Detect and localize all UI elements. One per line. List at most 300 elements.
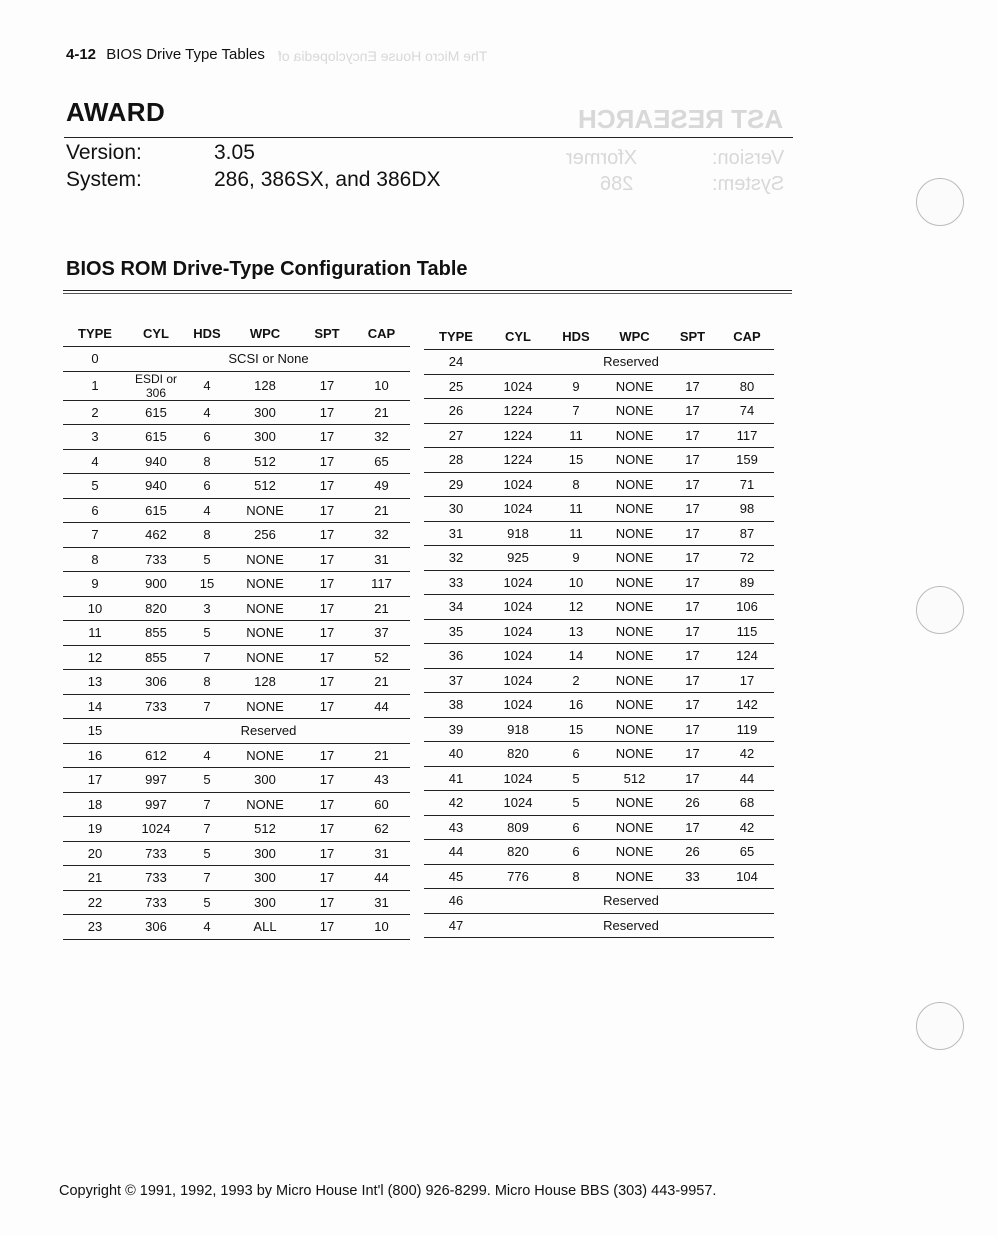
cell-cyl: 997	[127, 792, 185, 817]
merged-cell: Reserved	[488, 350, 774, 375]
cell-spt: 17	[301, 890, 353, 915]
cell-cyl: 1024	[488, 693, 548, 718]
cell-wpc: NONE	[604, 546, 665, 571]
cell-cap: 106	[720, 595, 774, 620]
cell-cap: 142	[720, 693, 774, 718]
table-row	[424, 423, 774, 448]
cell-wpc: NONE	[604, 423, 665, 448]
cell-wpc: NONE	[229, 694, 301, 719]
cell-cap: 124	[720, 644, 774, 669]
cell-cap: 65	[353, 449, 410, 474]
table-row	[424, 791, 774, 816]
cell-type: 11	[63, 621, 127, 646]
cell-cyl: 462	[127, 523, 185, 548]
cell-spt: 17	[301, 400, 353, 425]
cell-type: 47	[424, 913, 488, 938]
cell-type: 29	[424, 472, 488, 497]
cell-spt: 17	[665, 742, 720, 767]
cell-wpc: NONE	[604, 840, 665, 865]
table-row	[424, 644, 774, 669]
cell-spt: 33	[665, 864, 720, 889]
table-row	[424, 521, 774, 546]
cell-cap: 43	[353, 768, 410, 793]
cell-hds: 5	[548, 766, 604, 791]
cell-wpc: NONE	[604, 521, 665, 546]
cell-cap: 37	[353, 621, 410, 646]
cell-cyl: 1024	[488, 644, 548, 669]
cell-hds: 4	[185, 915, 229, 940]
cell-spt: 17	[301, 498, 353, 523]
cell-cyl: 1024	[488, 374, 548, 399]
cell-type: 32	[424, 546, 488, 571]
cell-spt: 17	[301, 425, 353, 450]
copyright-footer: Copyright © 1991, 1992, 1993 by Micro House Int'l (800) 926-8299. Micro House BBS (303) 443-9957.	[59, 1183, 717, 1199]
cell-type: 9	[63, 572, 127, 597]
page-title: AWARD	[66, 97, 166, 127]
merged-cell: SCSI or None	[127, 347, 410, 372]
cell-wpc: NONE	[604, 864, 665, 889]
cell-cap: 44	[353, 694, 410, 719]
meta-system-key: System:	[66, 168, 142, 191]
cell-cyl: 1024	[488, 766, 548, 791]
cell-type: 33	[424, 570, 488, 595]
column-header-wpc: WPC	[249, 325, 281, 341]
cell-type: 17	[63, 768, 127, 793]
cell-hds: 4	[185, 371, 229, 400]
cell-cap: 21	[353, 670, 410, 695]
table-row	[424, 472, 774, 497]
table-row	[63, 670, 410, 695]
section-rule	[63, 290, 792, 291]
merged-cell: Reserved	[127, 719, 410, 744]
bleed-through-head: The Micro House Encyclopedia of	[278, 48, 488, 64]
cell-cap: 119	[720, 717, 774, 742]
cell-hds: 16	[548, 693, 604, 718]
cell-cyl: 925	[488, 546, 548, 571]
cell-hds: 4	[185, 498, 229, 523]
cell-type: 4	[63, 449, 127, 474]
bleed-through-title: AST RESEARCH	[578, 104, 784, 134]
table-row	[63, 347, 410, 372]
cell-spt: 26	[665, 791, 720, 816]
cell-spt: 17	[665, 619, 720, 644]
table-row	[424, 840, 774, 865]
cell-spt: 17	[301, 596, 353, 621]
cell-type: 7	[63, 523, 127, 548]
cell-wpc: NONE	[604, 644, 665, 669]
cell-type: 20	[63, 841, 127, 866]
meta-system-value: 286, 386SX, and 386DX	[214, 168, 441, 191]
bleed-through-version-value: Xformer	[566, 147, 638, 169]
cell-cyl: 820	[488, 742, 548, 767]
cell-spt: 17	[301, 866, 353, 891]
cell-wpc: 512	[229, 449, 301, 474]
cell-hds: 6	[185, 425, 229, 450]
table-row	[63, 743, 410, 768]
cell-spt: 17	[301, 474, 353, 499]
cell-cyl: 733	[127, 866, 185, 891]
cell-type: 19	[63, 817, 127, 842]
cell-wpc: NONE	[604, 472, 665, 497]
cell-wpc: NONE	[604, 570, 665, 595]
cell-spt: 17	[301, 547, 353, 572]
cell-cap: 68	[720, 791, 774, 816]
cell-spt: 17	[665, 815, 720, 840]
cell-wpc: NONE	[604, 374, 665, 399]
cell-cap: 32	[353, 425, 410, 450]
cell-cyl: 855	[127, 621, 185, 646]
cell-cap: 21	[353, 400, 410, 425]
cell-hds: 7	[185, 866, 229, 891]
cell-spt: 17	[301, 449, 353, 474]
cell-cyl: 918	[488, 717, 548, 742]
cell-hds: 11	[548, 497, 604, 522]
cell-cyl: 1024	[488, 472, 548, 497]
cell-type: 1	[63, 371, 127, 400]
cell-wpc: 512	[229, 817, 301, 842]
table-row	[63, 547, 410, 572]
table-row	[424, 619, 774, 644]
column-header-cyl: CYL	[143, 325, 169, 341]
table-header-row	[63, 320, 410, 347]
cell-hds: 7	[185, 817, 229, 842]
cell-hds: 8	[548, 864, 604, 889]
cell-cap: 10	[353, 915, 410, 940]
cell-cap: 87	[720, 521, 774, 546]
cell-wpc: 128	[229, 371, 301, 400]
merged-cell: Reserved	[488, 913, 774, 938]
cell-cap: 49	[353, 474, 410, 499]
cell-spt: 17	[665, 668, 720, 693]
cell-cyl: 820	[127, 596, 185, 621]
cell-wpc: NONE	[604, 742, 665, 767]
cell-cap: 21	[353, 498, 410, 523]
cell-type: 28	[424, 448, 488, 473]
table-row	[63, 400, 410, 425]
cell-hds: 5	[185, 890, 229, 915]
table-row	[63, 523, 410, 548]
cell-cyl: 1024	[488, 497, 548, 522]
cell-hds: 8	[185, 670, 229, 695]
cell-hds: 7	[185, 792, 229, 817]
cell-spt: 17	[301, 792, 353, 817]
cell-type: 36	[424, 644, 488, 669]
cell-type: 35	[424, 619, 488, 644]
cell-hds: 11	[548, 423, 604, 448]
cell-type: 42	[424, 791, 488, 816]
cell-cap: 31	[353, 547, 410, 572]
cell-type: 46	[424, 889, 488, 914]
table-row	[63, 768, 410, 793]
cell-hds: 2	[548, 668, 604, 693]
cell-hds: 8	[185, 449, 229, 474]
cell-cap: 74	[720, 399, 774, 424]
cell-type: 14	[63, 694, 127, 719]
cell-type: 16	[63, 743, 127, 768]
cell-wpc: NONE	[229, 645, 301, 670]
table-row	[424, 864, 774, 889]
cell-cyl: 820	[488, 840, 548, 865]
cell-type: 25	[424, 374, 488, 399]
cell-spt: 17	[665, 766, 720, 791]
cell-cap: 60	[353, 792, 410, 817]
cell-hds: 14	[548, 644, 604, 669]
cell-type: 22	[63, 890, 127, 915]
cell-type: 41	[424, 766, 488, 791]
cell-cyl: 1224	[488, 448, 548, 473]
cell-wpc: NONE	[229, 547, 301, 572]
table-row	[63, 621, 410, 646]
table-row	[424, 889, 774, 914]
cell-spt: 17	[665, 693, 720, 718]
cell-wpc: 300	[229, 890, 301, 915]
cell-cap: 17	[720, 668, 774, 693]
table-row	[424, 350, 774, 375]
cell-spt: 17	[665, 374, 720, 399]
cell-hds: 5	[185, 547, 229, 572]
table-row	[424, 374, 774, 399]
cell-cap: 21	[353, 743, 410, 768]
table-row	[63, 841, 410, 866]
cell-type: 39	[424, 717, 488, 742]
cell-cap: 71	[720, 472, 774, 497]
column-header-type: TYPE	[78, 325, 112, 341]
cell-spt: 17	[301, 670, 353, 695]
cell-cyl: 306	[127, 915, 185, 940]
cell-cap: 10	[353, 371, 410, 400]
cell-hds: 12	[548, 595, 604, 620]
running-head	[66, 46, 265, 63]
table-row	[424, 742, 774, 767]
cell-wpc: 512	[604, 766, 665, 791]
cell-type: 18	[63, 792, 127, 817]
cell-type: 6	[63, 498, 127, 523]
cell-type: 27	[424, 423, 488, 448]
cell-spt: 17	[665, 521, 720, 546]
cell-type: 26	[424, 399, 488, 424]
cell-hds: 7	[548, 399, 604, 424]
cell-cyl: 1024	[488, 595, 548, 620]
cell-cyl: 612	[127, 743, 185, 768]
table-row	[63, 866, 410, 891]
cell-wpc: 300	[229, 400, 301, 425]
bleed-through-system-key: System:	[712, 173, 785, 195]
cell-hds: 6	[185, 474, 229, 499]
cell-cap: 52	[353, 645, 410, 670]
cell-cap: 65	[720, 840, 774, 865]
cell-type: 40	[424, 742, 488, 767]
column-header-wpc: WPC	[619, 328, 650, 344]
cell-spt: 17	[665, 448, 720, 473]
cell-spt: 17	[301, 817, 353, 842]
cell-spt: 17	[301, 572, 353, 597]
cell-wpc: NONE	[229, 596, 301, 621]
cell-type: 10	[63, 596, 127, 621]
cell-spt: 17	[665, 497, 720, 522]
cell-cyl: 1024	[127, 817, 185, 842]
cell-cyl: 940	[127, 474, 185, 499]
cell-hds: 5	[185, 841, 229, 866]
cell-wpc: NONE	[604, 448, 665, 473]
cell-wpc: ALL	[229, 915, 301, 940]
cell-cyl: 1024	[488, 619, 548, 644]
cell-cap: 42	[720, 742, 774, 767]
column-header-type: TYPE	[439, 328, 473, 344]
table-row	[63, 915, 410, 940]
table-header-row	[424, 323, 774, 350]
cell-hds: 15	[548, 717, 604, 742]
page-number: 4-12	[66, 46, 97, 63]
cell-hds: 5	[185, 768, 229, 793]
cell-spt: 17	[301, 645, 353, 670]
cell-spt: 17	[665, 472, 720, 497]
cell-hds: 5	[548, 791, 604, 816]
cell-spt: 17	[665, 546, 720, 571]
cell-wpc: NONE	[604, 595, 665, 620]
cell-cyl: 940	[127, 449, 185, 474]
cell-wpc: NONE	[229, 621, 301, 646]
cell-cyl: 900	[127, 572, 185, 597]
table-row	[424, 497, 774, 522]
cell-wpc: NONE	[604, 791, 665, 816]
cell-wpc: NONE	[604, 399, 665, 424]
cell-type: 15	[63, 719, 127, 744]
cell-cap: 117	[720, 423, 774, 448]
cell-hds: 11	[548, 521, 604, 546]
cell-type: 37	[424, 668, 488, 693]
cell-cyl: 733	[127, 547, 185, 572]
cell-spt: 17	[301, 694, 353, 719]
cell-cyl: 306	[127, 670, 185, 695]
cell-wpc: NONE	[229, 743, 301, 768]
cell-hds: 4	[185, 400, 229, 425]
cell-cyl: 1224	[488, 399, 548, 424]
cell-spt: 17	[301, 915, 353, 940]
column-header-cap: CAP	[733, 328, 761, 344]
binder-hole-bottom	[916, 1002, 964, 1050]
cell-hds: 7	[185, 694, 229, 719]
cell-type: 0	[63, 347, 127, 372]
table-row	[63, 694, 410, 719]
cell-cyl: 733	[127, 694, 185, 719]
cell-type: 34	[424, 595, 488, 620]
cell-cap: 159	[720, 448, 774, 473]
cell-type: 44	[424, 840, 488, 865]
cell-cyl: 615	[127, 400, 185, 425]
cell-hds: 8	[548, 472, 604, 497]
cell-cyl: 809	[488, 815, 548, 840]
cell-spt: 26	[665, 840, 720, 865]
cell-cyl: ESDI or 306	[127, 371, 185, 400]
cell-spt: 17	[301, 621, 353, 646]
cell-type: 3	[63, 425, 127, 450]
cell-type: 5	[63, 474, 127, 499]
cell-spt: 17	[665, 399, 720, 424]
cell-wpc: NONE	[604, 619, 665, 644]
binder-hole-top	[916, 178, 964, 226]
cell-cyl: 733	[127, 890, 185, 915]
cell-cyl: 1024	[488, 570, 548, 595]
cell-cyl: 776	[488, 864, 548, 889]
column-header-hds: HDS	[193, 325, 221, 341]
table-row	[424, 717, 774, 742]
cell-hds: 15	[185, 572, 229, 597]
cell-cap: 31	[353, 841, 410, 866]
cell-cyl: 615	[127, 425, 185, 450]
cell-cap: 72	[720, 546, 774, 571]
column-header-spt: SPT	[314, 325, 340, 341]
table-row	[424, 399, 774, 424]
binder-hole-middle	[916, 586, 964, 634]
table-row	[63, 792, 410, 817]
cell-spt: 17	[301, 841, 353, 866]
cell-cap: 104	[720, 864, 774, 889]
cell-wpc: 300	[229, 768, 301, 793]
section-title: BIOS ROM Drive-Type Configuration Table	[66, 258, 468, 280]
running-title: BIOS Drive Type Tables	[106, 46, 265, 63]
cell-hds: 15	[548, 448, 604, 473]
cell-type: 12	[63, 645, 127, 670]
cell-hds: 6	[548, 840, 604, 865]
bleed-through-system-value: 286	[600, 173, 634, 195]
table-row	[63, 817, 410, 842]
title-rule	[64, 137, 793, 138]
column-header-cap: CAP	[367, 325, 396, 341]
cell-wpc: 300	[229, 841, 301, 866]
cell-type: 21	[63, 866, 127, 891]
table-row	[424, 448, 774, 473]
cell-wpc: NONE	[229, 792, 301, 817]
meta-version-value: 3.05	[214, 141, 255, 164]
cell-wpc: 512	[229, 474, 301, 499]
table-row	[424, 546, 774, 571]
table-row	[63, 645, 410, 670]
table-row	[63, 425, 410, 450]
cell-wpc: 256	[229, 523, 301, 548]
cell-type: 2	[63, 400, 127, 425]
cell-cyl: 1024	[488, 668, 548, 693]
table-row	[424, 815, 774, 840]
cell-cyl: 918	[488, 521, 548, 546]
cell-type: 45	[424, 864, 488, 889]
cell-type: 8	[63, 547, 127, 572]
table-row	[63, 371, 410, 400]
cell-cap: 31	[353, 890, 410, 915]
cell-cyl: 1224	[488, 423, 548, 448]
cell-cap: 80	[720, 374, 774, 399]
cell-wpc: NONE	[604, 497, 665, 522]
cell-cyl: 1024	[488, 791, 548, 816]
table-row	[424, 766, 774, 791]
table-row	[424, 570, 774, 595]
cell-hds: 9	[548, 546, 604, 571]
cell-hds: 7	[185, 645, 229, 670]
table-row	[63, 449, 410, 474]
cell-hds: 9	[548, 374, 604, 399]
cell-spt: 17	[301, 768, 353, 793]
cell-hds: 4	[185, 743, 229, 768]
cell-type: 38	[424, 693, 488, 718]
cell-wpc: 300	[229, 425, 301, 450]
table-row	[63, 474, 410, 499]
cell-hds: 5	[185, 621, 229, 646]
cell-hds: 6	[548, 815, 604, 840]
table-row	[63, 719, 410, 744]
cell-spt: 17	[665, 423, 720, 448]
column-header-hds: HDS	[562, 328, 590, 344]
table-row	[424, 913, 774, 938]
cell-cap: 115	[720, 619, 774, 644]
